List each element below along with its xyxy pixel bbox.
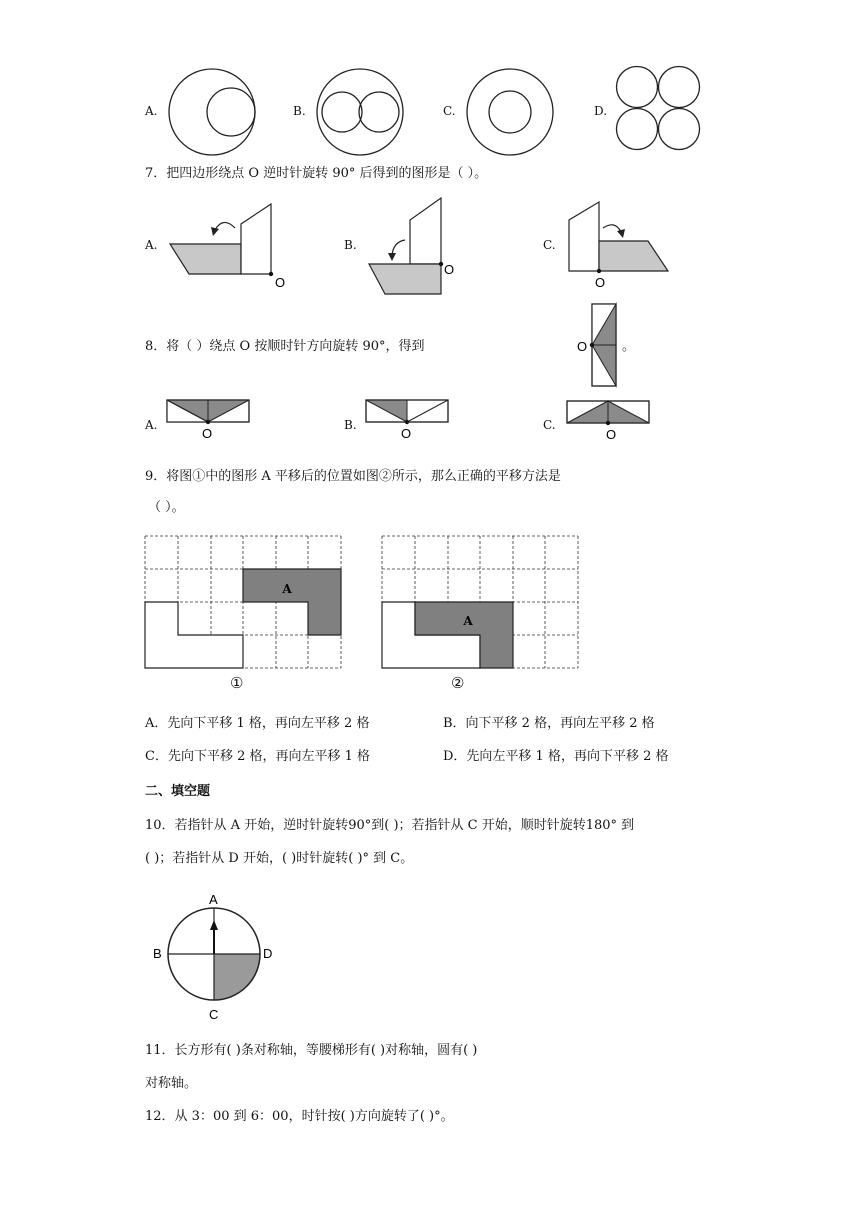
q6-option-a-label[interactable]: A. [145, 104, 158, 118]
q12-text: 12．从 3：00 到 6：00，时针按( )方向旋转了( )°。 [145, 1109, 454, 1124]
q7-option-c-label[interactable]: C. [543, 238, 556, 252]
q9-choice-d[interactable]: D．先向左平移 1 格，再向下平移 2 格 [443, 749, 669, 764]
q8-c-point-label: O [606, 427, 617, 442]
q6-option-b-figure [316, 68, 406, 158]
q7-option-c-figure [565, 198, 675, 292]
q9-fig2-label: ② [451, 674, 465, 692]
q9-choice-a[interactable]: A．先向下平移 1 格，再向左平移 2 格 [145, 716, 370, 731]
q10-label-a: A [209, 892, 218, 907]
q6-option-d-figure [616, 66, 702, 152]
q8-target-point-label: O [577, 339, 588, 354]
q8-question-text: 8．将（ ）绕点 O 按顺时针方向旋转 90°，得到 [145, 339, 425, 354]
q9-figure-1 [145, 536, 345, 670]
q9-fig1-label: ① [230, 674, 244, 692]
q7-a-point-label: O [275, 275, 286, 290]
q9-question-text: 9．将图①中的图形 A 平移后的位置如图②所示，那么正确的平移方法是 [145, 469, 561, 484]
q6-option-a-figure [168, 68, 258, 158]
q6-option-c-figure [466, 68, 556, 158]
q6-option-c-label[interactable]: C. [443, 104, 456, 118]
q7-option-b-figure [365, 190, 465, 300]
q11-line-2: 对称轴。 [145, 1076, 198, 1091]
q10-label-c: C [209, 1007, 219, 1022]
q9-fig1-shape-label: A [282, 582, 292, 596]
section-title: 二、填空题 [145, 784, 211, 799]
q8-question-end: 。 [622, 339, 636, 354]
q10-label-b: B [153, 946, 162, 961]
q8-a-point-label: O [202, 426, 213, 441]
q9-figure-2 [382, 536, 582, 670]
q10-label-d: D [263, 946, 273, 961]
q9-choice-c[interactable]: C．先向下平移 2 格，再向左平移 1 格 [145, 749, 371, 764]
q6-option-b-label[interactable]: B. [293, 104, 306, 118]
q8-b-point-label: O [401, 426, 412, 441]
q9-choice-b[interactable]: B．向下平移 2 格，再向左平移 2 格 [443, 716, 655, 731]
q10-clock-figure [150, 888, 280, 1024]
q8-option-c-label[interactable]: C. [543, 418, 556, 432]
q8-option-a-label[interactable]: A. [145, 418, 158, 432]
q11-line-1: 11．长方形有( )条对称轴，等腰梯形有( )对称轴，圆有( ) [145, 1043, 478, 1058]
q7-option-a-label[interactable]: A. [145, 238, 158, 252]
q8-option-b-label[interactable]: B. [344, 418, 357, 432]
q8-option-b-figure [365, 398, 455, 442]
q10-line-1: 10．若指针从 A 开始，逆时针旋转90°到( )；若指针从 C 开始，顺时针旋转180° 到 [145, 818, 635, 833]
q7-question-text: 7．把四边形绕点 O 逆时针旋转 90° 后得到的图形是（ ）。 [145, 166, 488, 181]
q7-b-point-label: O [444, 262, 455, 277]
q8-option-a-figure [166, 398, 256, 442]
q7-option-b-label[interactable]: B. [344, 238, 357, 252]
q9-fig2-shape-label: A [463, 614, 473, 628]
q7-c-point-label: O [595, 275, 606, 290]
q8-option-c-figure [566, 399, 656, 445]
q6-option-d-label[interactable]: D. [594, 104, 608, 118]
q9-answer-blank[interactable]: （ ）。 [148, 500, 185, 515]
q7-option-a-figure [165, 200, 295, 292]
q8-target-figure [574, 302, 624, 390]
q10-line-2: ( )；若指针从 D 开始，( )时针旋转( )° 到 C。 [145, 851, 414, 866]
